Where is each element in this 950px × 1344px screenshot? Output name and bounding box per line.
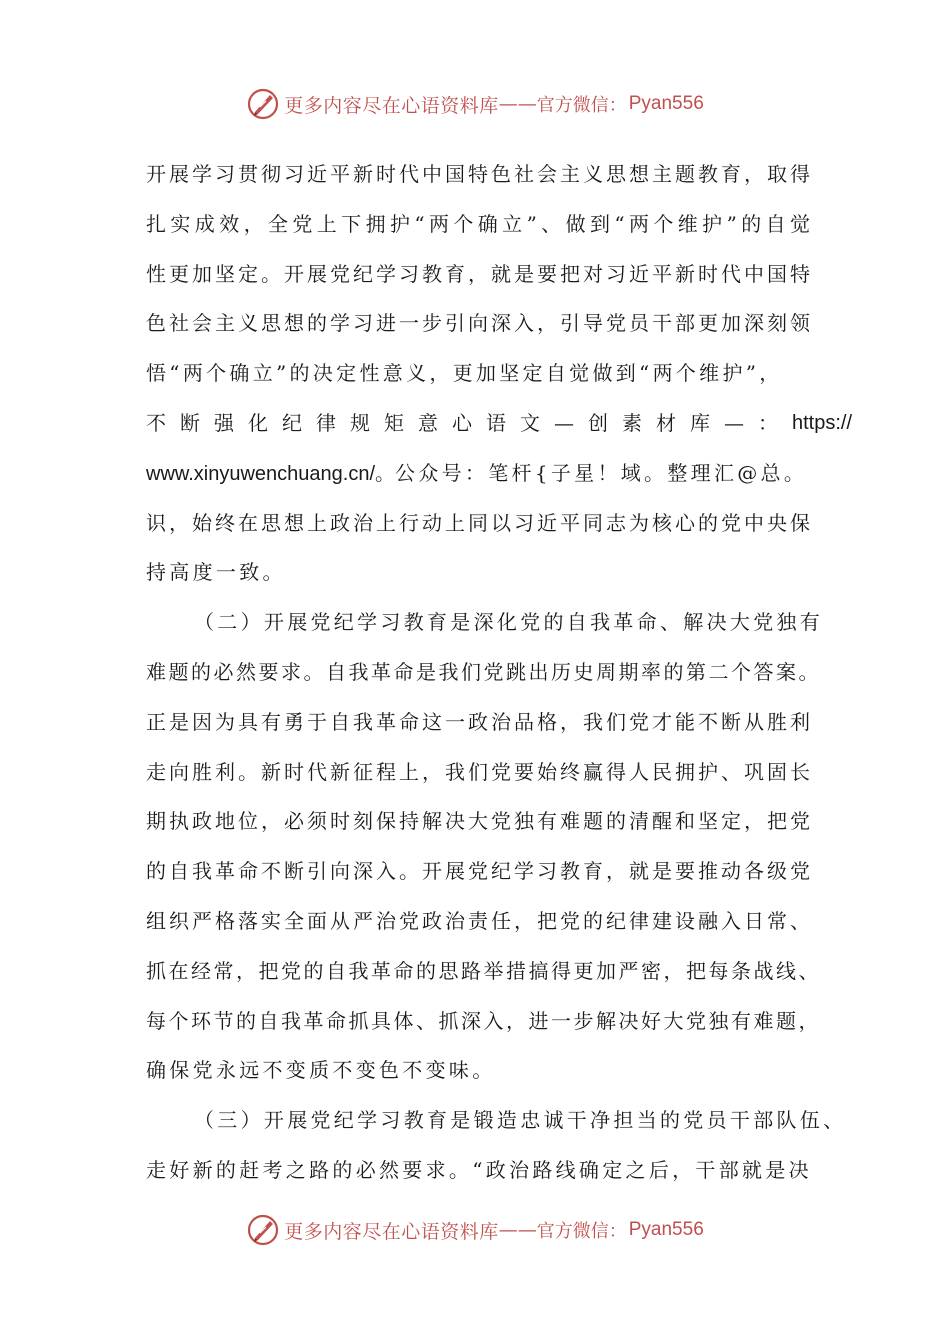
banner-dash: ——: [498, 93, 537, 115]
header-banner: [0, 84, 950, 124]
url-link-end[interactable]: www.xinyuwenchuang.cn/。: [146, 462, 396, 485]
text-line: 持高度一致。: [146, 560, 286, 585]
text-line: 走向胜利。新时代新征程上，我们党要始终赢得人民拥护、巩固长: [146, 759, 810, 784]
text-line: 的自我革命不断引向深入。开展党纪学习教育，就是要推动各级党: [146, 859, 810, 884]
banner-official-label: 官方微信：: [536, 95, 627, 116]
text-line: 确保党永远不变质不变色不变味。: [146, 1058, 496, 1083]
banner-site-text: 更多内容尽在心语资料库: [284, 1220, 499, 1243]
url-link-start[interactable]: https://: [792, 411, 853, 434]
text-line: 悟“两个确立”的决定性意义，更加坚定自觉做到“两个维护”，: [146, 361, 783, 386]
text-line: 扎实成效，全党上下拥护“两个确立”、做到“两个维护”的自觉: [146, 211, 810, 236]
text-line: 抓在经常，把党的自我革命的思路举措搞得更加严密，把每条战线、: [146, 958, 821, 983]
banner-dash: ——: [498, 1219, 537, 1241]
text-line: 每个环节的自我革命抓具体、抓深入，进一步解决好大党独有难题，: [146, 1008, 821, 1033]
banner-site-text: 更多内容尽在心语资料库: [284, 94, 499, 117]
text-line-with-url: [146, 449, 810, 499]
text-line: 性更加坚定。开展党纪学习教育，就是要把对习近平新时代中国特: [146, 261, 810, 286]
document-body: [146, 150, 853, 1196]
text-line: 正是因为具有勇于自我革命这一政治品格，我们党才能不断从胜利: [146, 709, 810, 734]
text-line: （三）开展党纪学习教育是锻造忠诚干净担当的党员干部队伍、: [194, 1108, 847, 1133]
text-line: 开展学习贯彻习近平新时代中国特色社会主义思想主题教育，取得: [146, 162, 810, 186]
banner-wechat-id: Pyan556: [628, 1219, 704, 1240]
footer-banner: [0, 1210, 950, 1250]
text-line: 难题的必然要求。自我革命是我们党跳出历史周期率的第二个答案。: [146, 659, 821, 684]
banner-wechat-id: Pyan556: [628, 93, 704, 114]
text-line: 走好新的赶考之路的必然要求。“政治路线确定之后，干部就是决: [146, 1157, 812, 1182]
text-line: 色社会主义思想的学习进一步引向深入，引导党员干部更加深刻领: [146, 311, 810, 336]
text-line: （二）开展党纪学习教育是深化党的自我革命、解决大党独有: [194, 610, 824, 635]
text-line-with-url: [146, 399, 853, 449]
pen-logo-icon: [246, 87, 280, 121]
pen-logo-icon: [246, 1213, 280, 1247]
watermark-inline-text: 不断强化纪律规矩意心语文—创素材库—：: [146, 410, 792, 435]
banner-official-label: 官方微信：: [536, 1221, 627, 1242]
text-line: 组织严格落实全面从严治党政治责任，把党的纪律建设融入日常、: [146, 908, 810, 933]
watermark-inline-text: 公众号：笔杆{子星！域。整理汇@总。: [395, 460, 808, 485]
text-line: 期执政地位，必须时刻保持解决大党独有难题的清醒和坚定，把党: [146, 809, 810, 834]
text-line: 识，始终在思想上政治上行动上同以习近平同志为核心的党中央保: [146, 510, 810, 535]
